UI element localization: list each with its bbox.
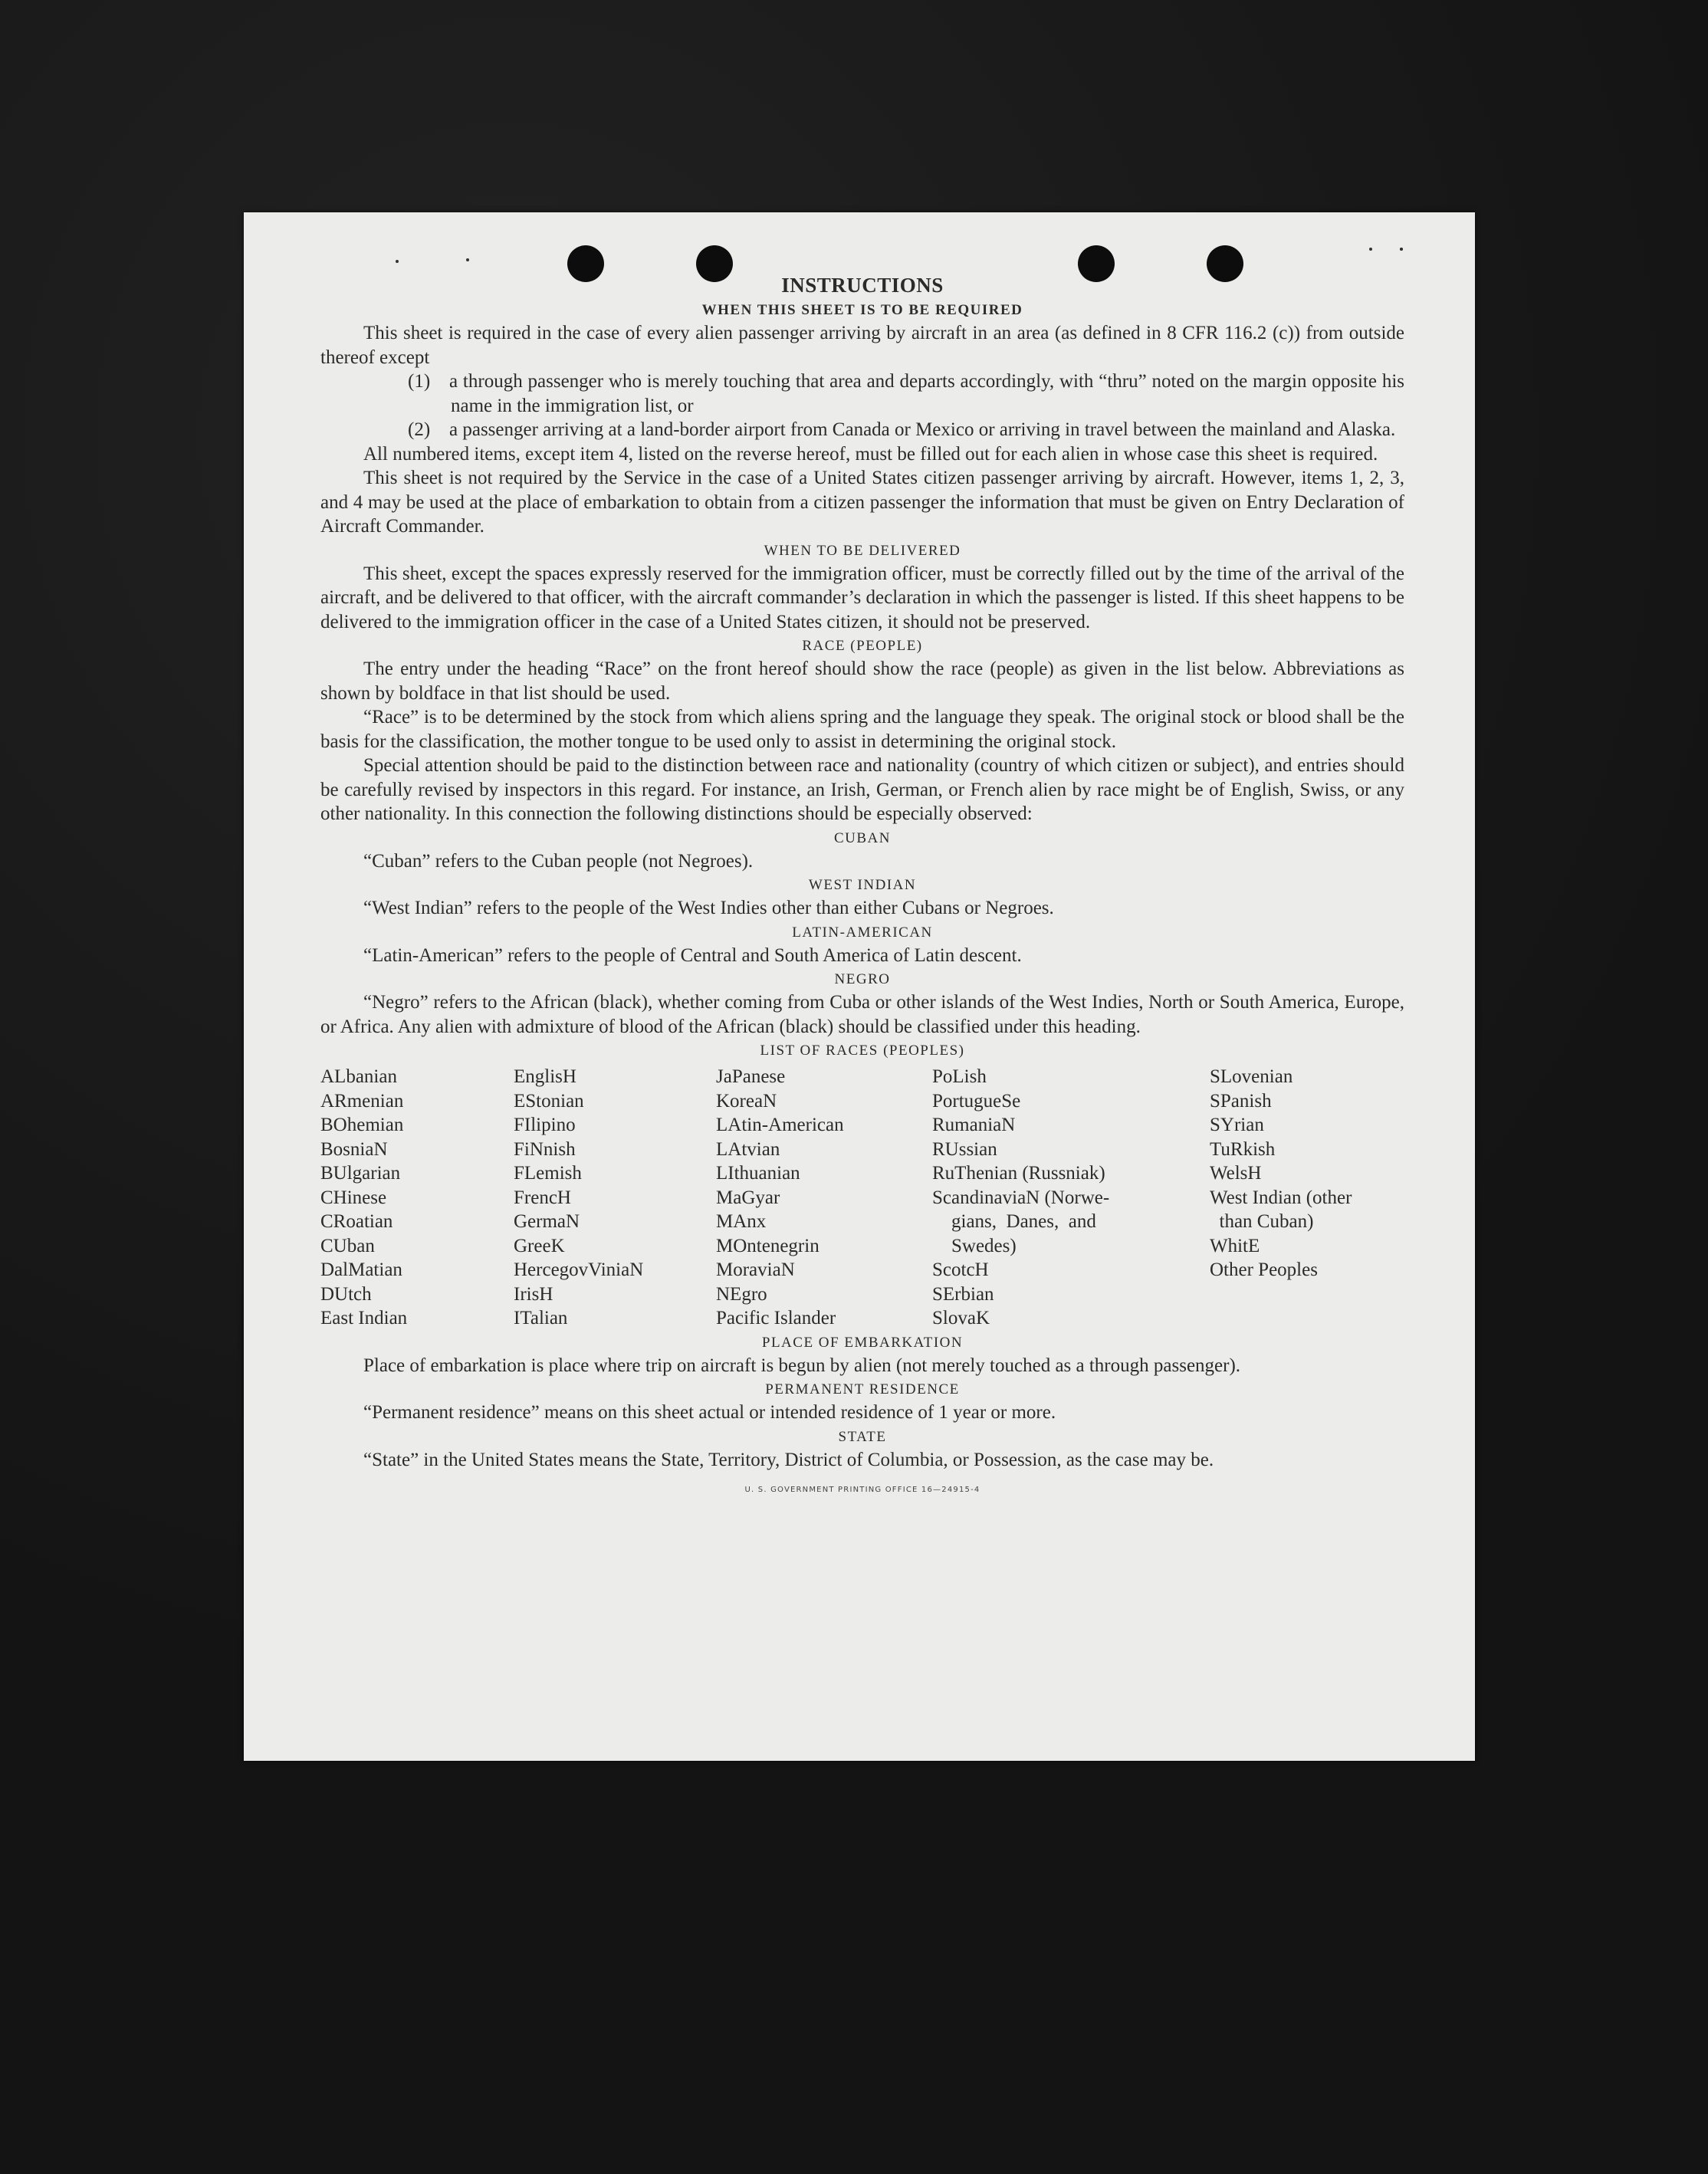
instructions-content	[320, 272, 1404, 1502]
race-entry: PortugueSe	[932, 1090, 1021, 1112]
race-entry: EStonian	[514, 1090, 584, 1112]
races-column	[716, 1065, 932, 1331]
race-entry: RuThenian (Russniak)	[932, 1163, 1105, 1184]
section-heading: WHEN THIS SHEET IS TO BE REQUIRED	[701, 302, 1023, 318]
section-heading: NEGRO	[834, 971, 891, 987]
race-entry: EnglisH	[514, 1066, 576, 1087]
race-entry: Pacific Islander	[716, 1308, 836, 1328]
speck	[1369, 248, 1372, 251]
race-entry: MaGyar	[716, 1187, 780, 1208]
race-entry: WhitE	[1210, 1235, 1260, 1256]
race-entry: SYrian	[1210, 1115, 1264, 1135]
race-entry: LAtin-American	[716, 1115, 844, 1135]
race-entry: BOhemian	[320, 1115, 404, 1135]
race-entry: West Indian (other	[1210, 1187, 1352, 1208]
race-entry: SErbian	[932, 1283, 994, 1305]
race-entry: RUssian	[932, 1138, 997, 1160]
race-entry: CRoatian	[320, 1211, 393, 1232]
race-entry: than Cuban)	[1210, 1211, 1314, 1232]
race-entry: ScotcH	[932, 1259, 989, 1280]
document-page	[244, 212, 1475, 1761]
race-entry: DUtch	[320, 1283, 372, 1305]
paragraph: “Race” is to be determined by the stock from which aliens spring and the language they speak. The original stock or blood shall be the basis for the classification, the mother tongue to be used only to assist in determining the original stock.	[320, 707, 1404, 752]
race-entry: LAtvian	[716, 1138, 780, 1160]
race-entry: JaPanese	[716, 1066, 786, 1087]
section-heading: RACE (PEOPLE)	[802, 638, 923, 654]
section-heading: WEST INDIAN	[808, 877, 917, 893]
paragraph: “Permanent residence” means on this sheet actual or intended residence of 1 year or more.	[363, 1402, 1056, 1423]
race-entry: Other Peoples	[1210, 1259, 1318, 1280]
race-entry: Swedes)	[932, 1235, 1017, 1256]
race-entry: PoLish	[932, 1066, 987, 1087]
race-entry: MAnx	[716, 1211, 767, 1232]
paragraph: “West Indian” refers to the people of the West Indies other than either Cubans or Negroes.	[363, 898, 1054, 918]
section-heading: WHEN TO BE DELIVERED	[764, 542, 961, 559]
paragraph: This sheet is not required by the Service in the case of a United States citizen passenger arriving by aircraft. However, items 1, 2, 3, and 4 may be used at the place of embarkation to obtain from a citizen passenger the information that must be given on Entry Declaration of Aircraft Commander.	[320, 468, 1404, 537]
race-entry: KoreaN	[716, 1090, 777, 1112]
paragraph: “Latin-American” refers to the people of Central and South America of Latin descent.	[363, 944, 1022, 966]
races-list	[320, 1065, 1404, 1331]
race-entry: CUban	[320, 1235, 375, 1256]
speck	[1400, 248, 1403, 251]
section-heading: LATIN-AMERICAN	[792, 924, 933, 941]
section-heading: CUBAN	[833, 829, 891, 846]
races-column	[932, 1065, 1210, 1331]
race-entry: FLemish	[514, 1163, 582, 1184]
race-entry: ITalian	[514, 1308, 568, 1328]
paragraph: This sheet, except the spaces expressly reserved for the immigration officer, must be correctly filled out by the time of the arrival of the aircraft, and be delivered to that officer, with the aircraft commander’s declaration in which the passenger is listed. If this sheet happens to be delivered to the immigration officer in the case of a United States citizen, it should not be preserved.	[320, 563, 1404, 632]
section-heading: PLACE OF EMBARKATION	[761, 1334, 964, 1351]
list-item: (1) a through passenger who is merely touching that area and departs accordingly, with “thru” noted on the margin opposite his name in the immigration list, or	[408, 371, 1404, 416]
race-entry: ARmenian	[320, 1090, 404, 1112]
race-entry: DalMatian	[320, 1259, 402, 1280]
paragraph: The entry under the heading “Race” on the front hereof should show the race (people) as given in the list below. Abbreviations as shown by boldface in that list should be used.	[320, 658, 1404, 704]
race-entry: FiNnish	[514, 1138, 576, 1160]
race-entry: TuRkish	[1210, 1138, 1276, 1160]
paragraph: “State” in the United States means the State, Territory, District of Columbia, or Possession, as the case may be.	[363, 1449, 1214, 1470]
paragraph: Place of embarkation is place where trip on aircraft is begun by alien (not merely touched as a through passenger).	[363, 1355, 1241, 1376]
paragraph: This sheet is required in the case of every alien passenger arriving by aircraft in an area (as defined in 8 CFR 116.2 (c)) from outside thereof except	[320, 323, 1404, 368]
race-entry: MOntenegrin	[716, 1235, 820, 1256]
race-entry: LIthuanian	[716, 1163, 800, 1184]
races-column	[320, 1065, 514, 1331]
race-entry: RumaniaN	[932, 1115, 1016, 1135]
race-entry: HercegovViniaN	[514, 1259, 644, 1280]
race-entry: FIlipino	[514, 1115, 576, 1135]
race-entry: GermaN	[514, 1211, 580, 1232]
section-heading: LIST OF RACES (PEOPLES)	[760, 1043, 965, 1059]
race-entry: MoraviaN	[716, 1259, 795, 1280]
speck	[466, 258, 469, 261]
race-entry: East Indian	[320, 1308, 408, 1328]
race-entry: CHinese	[320, 1187, 387, 1208]
race-entry: IrisH	[514, 1283, 553, 1305]
section-heading: STATE	[838, 1428, 887, 1445]
section-heading: PERMANENT RESIDENCE	[765, 1381, 960, 1397]
race-entry: BosniaN	[320, 1138, 388, 1160]
speck	[396, 260, 399, 263]
race-entry: SlovaK	[932, 1308, 990, 1328]
races-column	[514, 1065, 716, 1331]
race-entry: SLovenian	[1210, 1066, 1293, 1087]
paragraph: All numbered items, except item 4, listed on the reverse hereof, must be filled out for each alien in whose case this sheet is required.	[363, 443, 1378, 465]
race-entry: ScandinaviaN (Norwe-	[932, 1187, 1110, 1208]
paragraph: “Negro” refers to the African (black), whether coming from Cuba or other islands of the West Indies, North or South America, Europe, or Africa. Any alien with admixture of blood of the African (black) should be classified under this heading.	[320, 992, 1404, 1037]
race-entry: SPanish	[1210, 1090, 1272, 1112]
race-entry: WelsH	[1210, 1163, 1262, 1184]
race-entry: ALbanian	[320, 1066, 397, 1087]
paragraph: Special attention should be paid to the distinction between race and nationality (country of which citizen or subject), and entries should be carefully revised by inspectors in this regard. For instance, an Irish, German, or French alien by race might be of English, Swiss, or any other nationality. In this connection the following distinctions should be especially observed:	[320, 755, 1404, 824]
list-item: (2) a passenger arriving at a land-border airport from Canada or Mexico or arriving in travel between the mainland and Alaska.	[408, 419, 1396, 440]
printer-imprint: U. S. GOVERNMENT PRINTING OFFICE 16—24915-4	[744, 1486, 980, 1494]
race-entry: gians, Danes, and	[932, 1211, 1096, 1232]
page-title: INSTRUCTIONS	[781, 274, 944, 297]
race-entry: FrencH	[514, 1187, 571, 1208]
race-entry: NEgro	[716, 1283, 767, 1305]
race-entry: GreeK	[514, 1235, 565, 1256]
race-entry: BUlgarian	[320, 1163, 401, 1184]
paragraph: “Cuban” refers to the Cuban people (not Negroes).	[363, 850, 754, 872]
races-column	[1210, 1065, 1404, 1331]
